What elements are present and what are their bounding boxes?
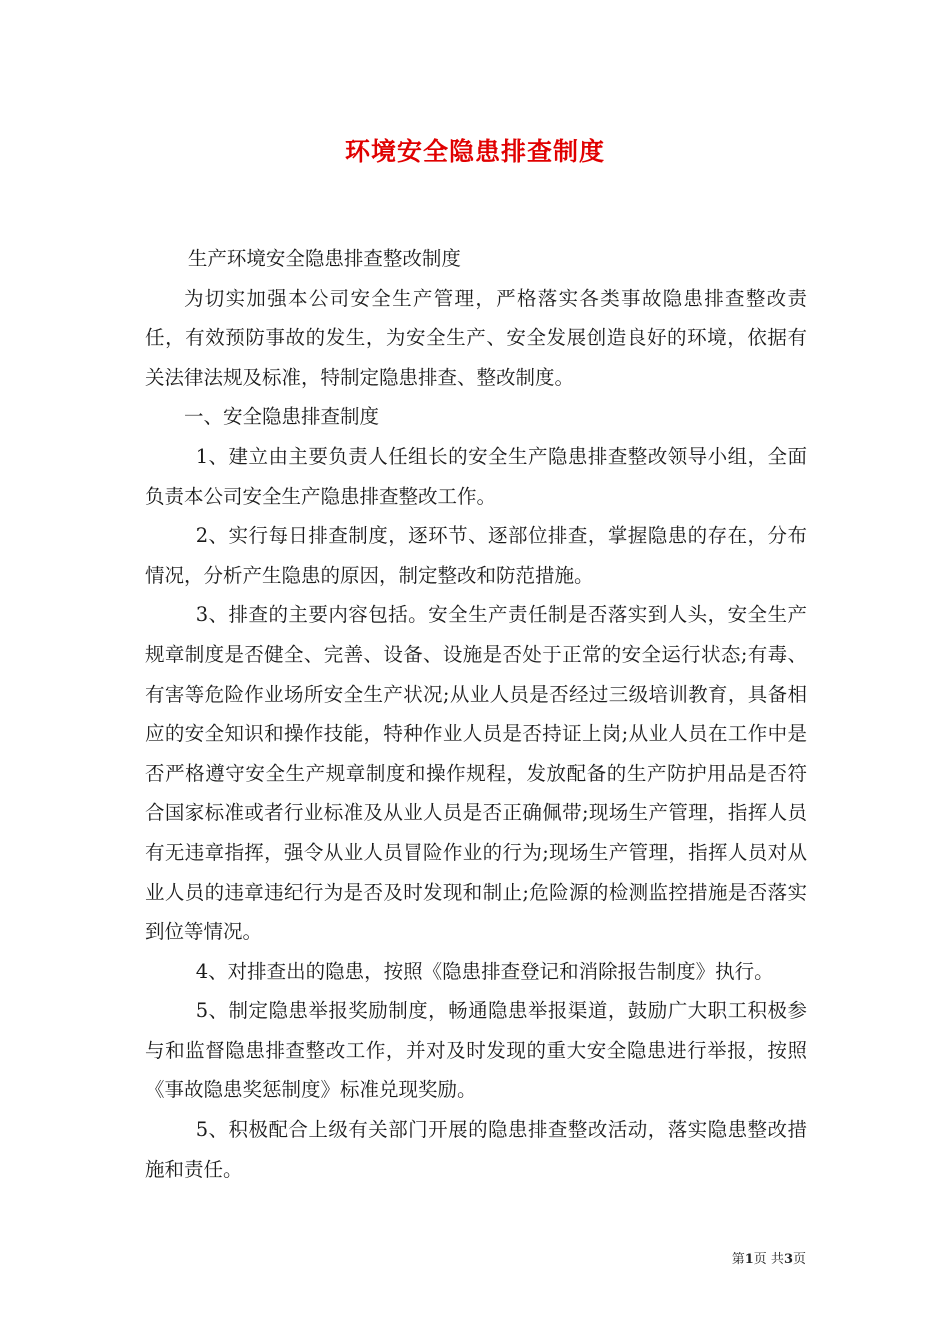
total-pages: 3 [783,1252,793,1267]
footer-middle: 页 共 [753,1252,784,1267]
intro-paragraph: 为切实加强本公司安全生产管理，严格落实各类事故隐患排查整改责任，有效预防事故的发生，为安全生产、安全发展创造良好的环境，依据有关法律法规及标准，特制定隐患排查、整改制度。 [145,286,807,389]
footer-prefix: 第 [731,1252,745,1267]
document-title: 环境安全隐患排查制度 [344,137,605,166]
page-number-footer [732,1248,806,1267]
clause-4: 4、对排查出的隐患，按照《隐患排查登记和消除报告制度》执行。 [195,959,774,983]
document-subtitle: 生产环境安全隐患排查整改制度 [187,247,461,270]
document-body [145,239,807,1189]
current-page: 1 [744,1252,754,1267]
clause-5: 5、制定隐患举报奖励制度，畅通隐患举报渠道，鼓励广大职工积极参与和监督隐患排查整改工作，并对及时发现的重大安全隐患进行举报，按照《事故隐患奖惩制度》标准兑现奖励。 [145,999,807,1102]
footer-suffix: 页 [792,1252,806,1267]
clause-2: 2、实行每日排查制度，逐环节、逐部位排查，掌握隐患的存在，分布情况，分析产生隐患的原因，制定整改和防范措施。 [145,524,807,587]
clause-1: 1、建立由主要负责人任组长的安全生产隐患排查整改领导小组，全面负责本公司安全生产隐患排查整改工作。 [145,444,807,508]
clause-3: 3、排查的主要内容包括。安全生产责任制是否落实到人头，安全生产规章制度是否健全、完善、设备、设施是否处于正常的安全运行状态;有毒、有害等危险作业场所安全生产状况;从业人员是否经过三级培训教育，具备相应的安全知识和操作技能，特种作业人员是否持证上岗;从业人员在工作中是否严格遵守安全生产规章制度和操作规程，发放配备的生产防护用品是否符合国家标准或者行业标准及从业人员是否正确佩带;现场生产管理，指挥人员有无违章指挥，强令从业人员冒险作业的行为;现场生产管理，指挥人员对从业人员的违章违纪行为是否及时发现和制止;危险源的检测监控措施是否落实到位等情况。 [145,603,807,944]
clause-5b: 5、积极配合上级有关部门开展的隐患排查整改活动，落实隐患整改措施和责任。 [145,1118,807,1181]
section-heading: 一、安全隐患排查制度 [184,405,380,429]
